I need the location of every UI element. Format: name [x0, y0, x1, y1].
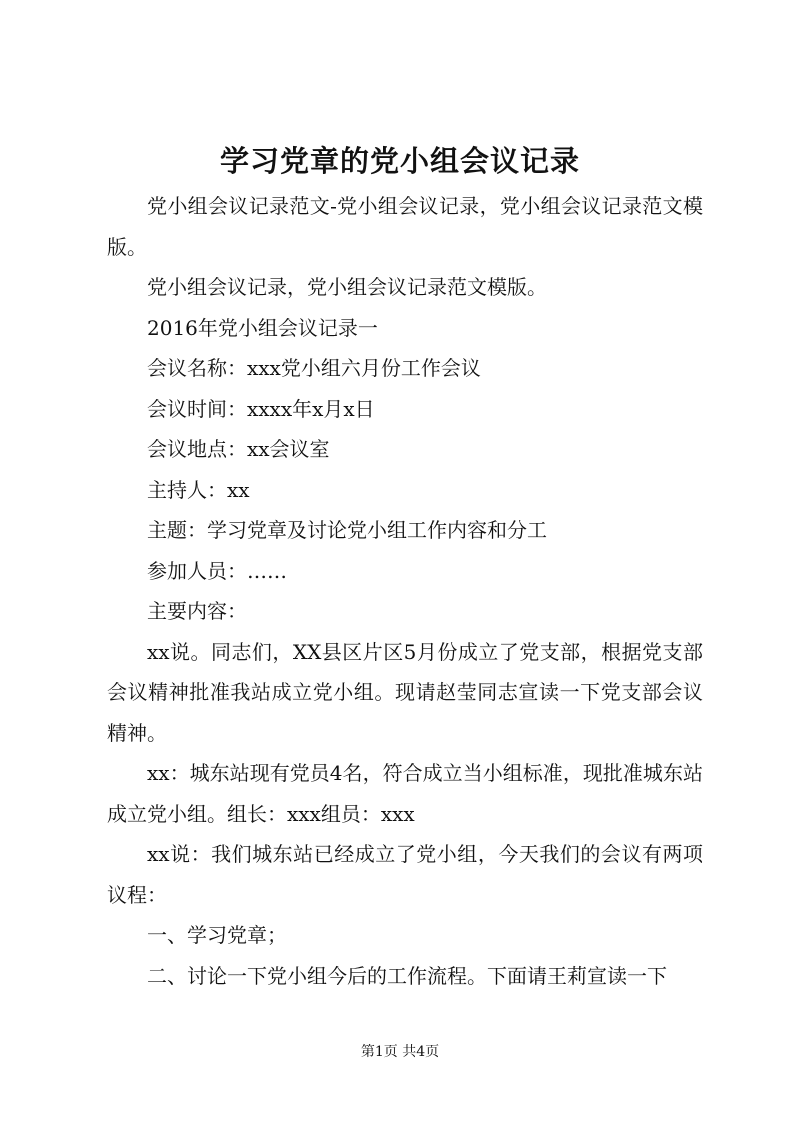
paragraph-topic: 主题：学习党章及讨论党小组工作内容和分工	[147, 518, 547, 542]
paragraph-summary: 党小组会议记录，党小组会议记录范文模版。	[147, 275, 547, 299]
paragraph-speech-1: xx说。同志们，XX县区片区5月份成立了党支部，根据党支部会议精神批准我站成立党小组。现请赵莹同志宣读一下党支部会议精神。	[107, 639, 703, 745]
paragraph-agenda-item-1: 一、学习党章；	[147, 923, 287, 947]
paragraph-record-heading: 2016年党小组会议记录一	[147, 315, 378, 340]
document-body	[107, 186, 703, 996]
paragraph-meeting-time: 会议时间：xxxx年x月x日	[147, 396, 375, 421]
paragraph-intro: 党小组会议记录范文-党小组会议记录，党小组会议记录范文模版。	[107, 194, 703, 259]
paragraph-attendees: 参加人员：……	[147, 558, 287, 583]
page-footer: 第1页 共4页	[360, 1044, 440, 1060]
paragraph-meeting-name: 会议名称：xxx党小组六月份工作会议	[147, 356, 481, 380]
paragraph-host: 主持人：xx	[147, 477, 250, 502]
paragraph-speech-3: xx说：我们城东站已经成立了党小组，今天我们的会议有两项议程：	[107, 842, 703, 907]
paragraph-speech-2: xx：城东站现有党员4名，符合成立当小组标准，现批准城东站成立党小组。组长：xxx组员：xxx	[107, 761, 703, 826]
paragraph-agenda-item-2: 二、讨论一下党小组今后的工作流程。下面请王莉宣读一下	[147, 963, 667, 988]
document-title: 学习党章的党小组会议记录	[219, 144, 580, 178]
paragraph-main-content-label: 主要内容：	[147, 599, 247, 623]
paragraph-meeting-place: 会议地点：xx会议室	[147, 437, 330, 461]
